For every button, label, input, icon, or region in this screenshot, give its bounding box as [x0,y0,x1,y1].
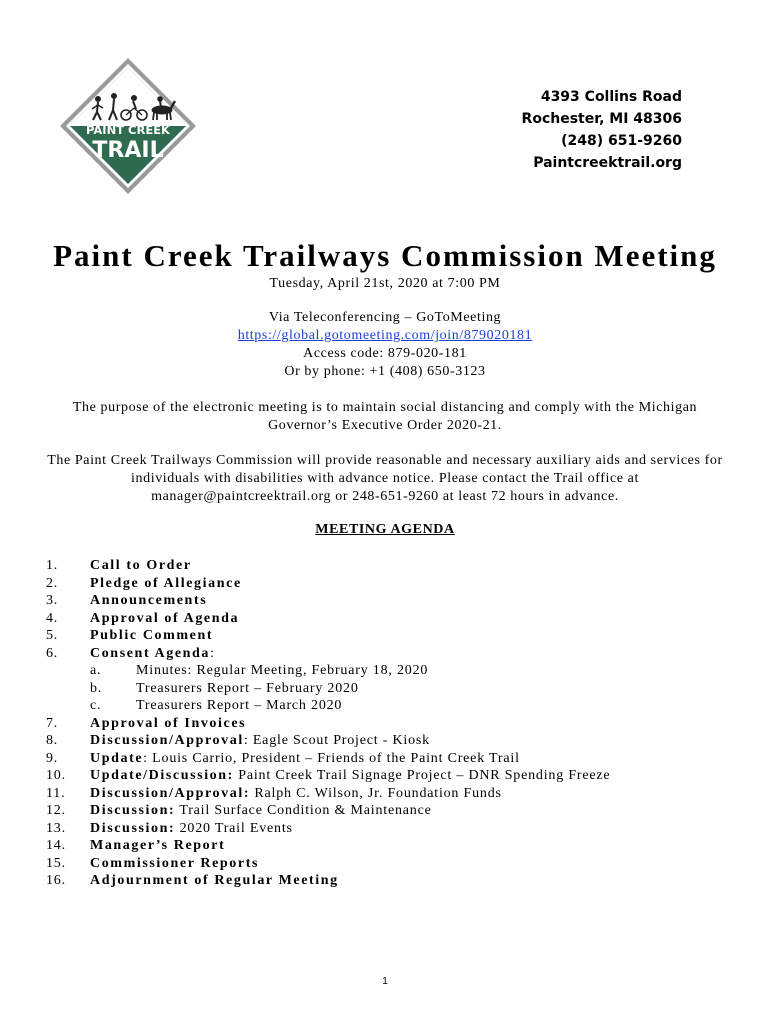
agenda-number: 13. [46,820,66,836]
agenda-detail: : Louis Carrio, President – Friends of the Paint Creek Trail [143,750,520,766]
paint-creek-trail-logo [56,54,200,198]
agenda-title: Discussion: [90,803,176,818]
address-phone: (248) 651-9260 [561,133,682,149]
subitem-text: Treasurers Report – March 2020 [136,698,343,713]
agenda-number: 8. [46,733,59,748]
agenda-title: Approval of Agenda [90,610,240,626]
via-teleconferencing: Via Teleconferencing – GoToMeeting [268,310,502,325]
agenda-detail: Paint Creek Trail Signage Project – DNR Spending Freeze [233,768,611,783]
subitem-letter: c. [90,698,102,713]
agenda-title: Discussion/Approval: [90,785,251,801]
address-city: Rochester, MI 48306 [521,111,682,127]
meeting-access-info [0,309,770,381]
address-block [522,86,682,174]
logo-line2: TRAIL [92,138,164,163]
agenda-title: Approval of Invoices [90,715,247,731]
agenda-number: 15. [46,855,66,871]
subitem-letter: b. [90,680,103,696]
phone-dial-in: Or by phone: +1 (408) 650-3123 [284,364,486,379]
agenda-number: 3. [46,593,59,608]
agenda-title: Pledge of Allegiance [90,575,242,591]
agenda-title: Announcements [90,593,208,608]
agenda-title: Manager’s Report [90,838,226,853]
agenda-title: Call to Order [90,558,192,573]
access-code: Access code: 879-020-181 [303,346,467,361]
agenda-detail: : Eagle Scout Project - Kiosk [243,733,430,748]
logo-line1: PAINT CREEK [86,123,170,137]
agenda-number: 12. [46,803,66,818]
agenda-title: Update/Discussion: [90,768,234,783]
agenda-number: 14. [46,838,66,853]
agenda-detail: Ralph C. Wilson, Jr. Foundation Funds [250,785,502,801]
agenda-title: Discussion/Approval [90,733,244,748]
accessibility-paragraph: The Paint Creek Trailways Commission will provide reasonable and necessary auxiliary aids and services for individuals with disabilities with advance notice. Please contact the Trail office at manager@paintcreektrail.org or 248-651-9260 at least 72 hours in advance. [47,453,723,504]
agenda-title: Consent Agenda [90,645,211,661]
agenda-number: 9. [46,750,59,766]
page-title: Paint Creek Trailways Commission Meeting [53,238,717,273]
agenda-title: Update [90,750,144,766]
agenda-title: Adjournment of Regular Meeting [90,873,339,888]
agenda-number: 1. [46,558,59,573]
agenda-detail: : [210,645,215,661]
agenda-number: 5. [46,628,59,643]
subitem-letter: a. [90,663,102,678]
agenda-number: 16. [46,873,66,888]
agenda-title: Public Comment [90,628,214,643]
agenda-detail: 2020 Trail Events [175,820,293,836]
subitem-text: Minutes: Regular Meeting, February 18, 2020 [136,663,429,678]
agenda-title: Commissioner Reports [90,855,260,871]
subitem-text: Treasurers Report – February 2020 [136,680,359,696]
trail-logo-diamond-icon [56,54,200,198]
page-number: 1 [382,976,388,987]
agenda-heading: MEETING AGENDA [315,522,455,537]
meeting-date: Tuesday, April 21st, 2020 at 7:00 PM [269,276,501,291]
agenda-number: 10. [46,768,66,783]
agenda-number: 4. [46,610,59,626]
agenda-detail: Trail Surface Condition & Maintenance [175,803,432,818]
purpose-paragraph: The purpose of the electronic meeting is to maintain social distancing and comply with the Michigan Governor’s Executive Order 2020-21. [72,400,698,433]
agenda-title: Discussion: [90,820,176,836]
gotomeeting-link[interactable]: https://global.gotomeeting.com/join/879020181 [237,328,533,343]
agenda-number: 6. [46,645,59,661]
address-website: Paintcreektrail.org [533,155,682,171]
agenda-number: 11. [46,785,66,801]
agenda-number: 2. [46,575,59,591]
address-street: 4393 Collins Road [540,89,682,105]
agenda-number: 7. [46,715,59,731]
